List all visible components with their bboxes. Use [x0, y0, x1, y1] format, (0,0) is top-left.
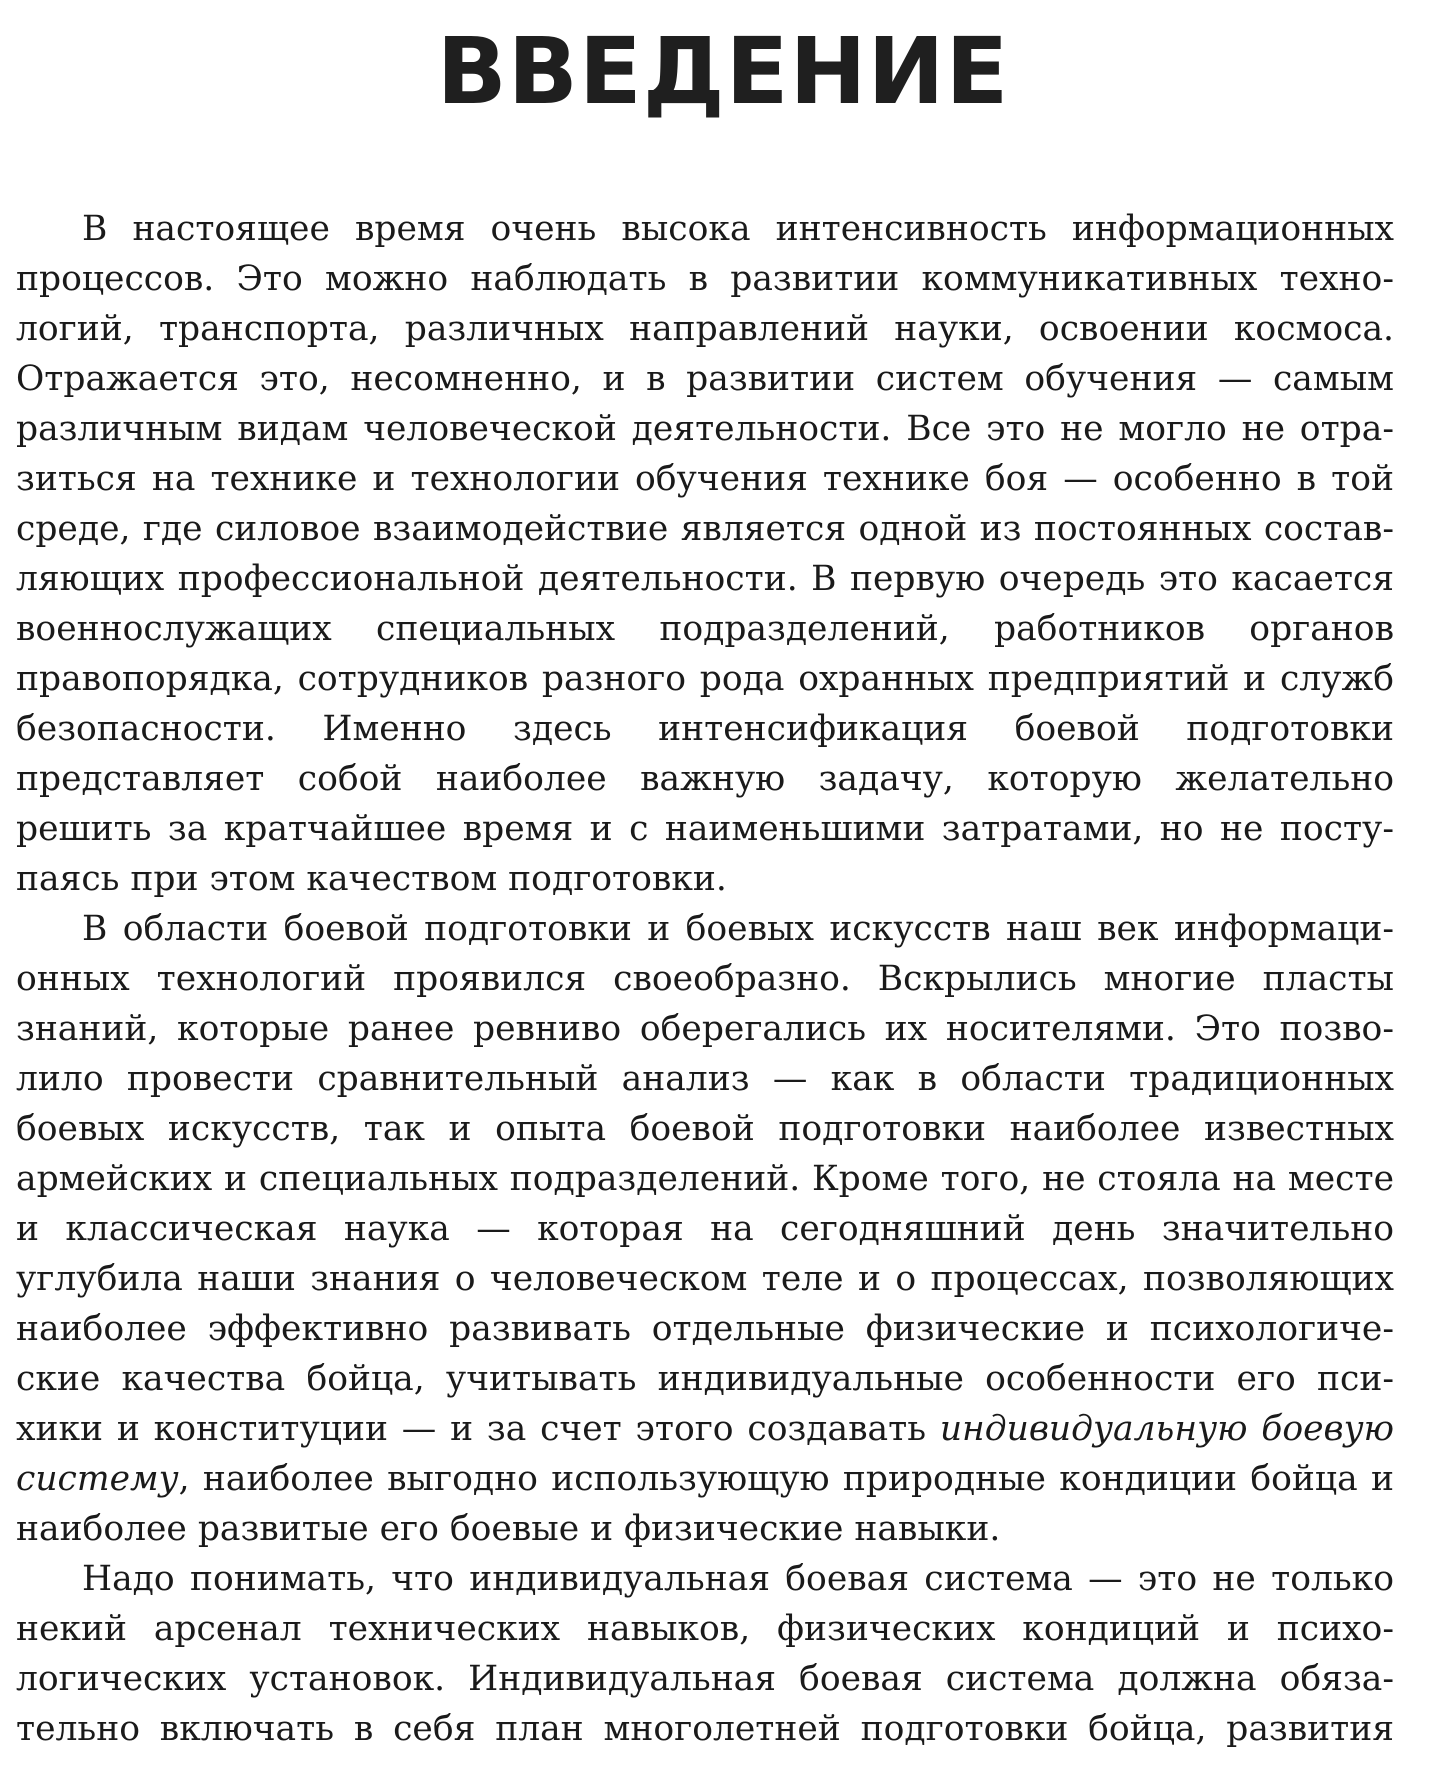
paragraph-2-text-after: , наиболее выгодно использующую природные кондиции бойца и наиболее развитые его боевые и физические навыки.: [16, 1459, 1394, 1549]
paragraph-2: [16, 904, 1394, 1554]
document-page: [16, 0, 1394, 1749]
body-text: [16, 204, 1394, 1754]
chapter-title: ВВЕДЕНИЕ: [436, 18, 1010, 125]
emphasis-term: индивидуальную боевую систему: [16, 1409, 1394, 1499]
paragraph-3: Надо понимать, что индивидуальная боевая система — это не только некий арсенал технических навыков, физических кондиций и психологических установок. Индивидуальная боевая система должна обязательно включать в себя план многолетней подготовки бойца, развития: [16, 1559, 1394, 1749]
paragraph-2-text-before: В области боевой подготовки и боевых искусств наш век информационных технологий проявился своеобразно. Вскрылись многие пласты знаний, которые ранее ревниво оберегались их носителями. Это позволило провести сравнительный анализ — как в области традиционных боевых искусств, так и опыта боевой подготовки наиболее известных армейских и специальных подразделений. Кроме того, не стояла на месте и классическая наука — которая на сегодняшний день значительно углубила наши знания о человеческом теле и о процессах, позволяющих наиболее эффективно развивать отдельные физические и психологические качества бойца, учитывать индивидуальные особенности его психики и конституции — и за счет этого создавать: [16, 909, 1394, 1449]
paragraph-1: В настоящее время очень высока интенсивность информационных процессов. Это можно наблюдать в развитии коммуникативных технологий, транспорта, различных направлений науки, освоении космоса. Отражается это, несомненно, и в развитии систем обучения — самым различным видам человеческой деятельности. Все это не могло не отразиться на технике и технологии обучения технике боя — особенно в той среде, где силовое взаимодействие является одной из постоянных составляющих профессиональной деятельности. В первую очередь это касается военнослужащих специальных подразделений, работников органов правопорядка, сотрудников разного рода охранных предприятий и служб безопасности. Именно здесь интенсификация боевой подготовки представляет собой наиболее важную задачу, которую желательно решить за кратчайшее время и с наименьшими затратами, но не поступаясь при этом качеством подготовки.: [16, 209, 1394, 899]
